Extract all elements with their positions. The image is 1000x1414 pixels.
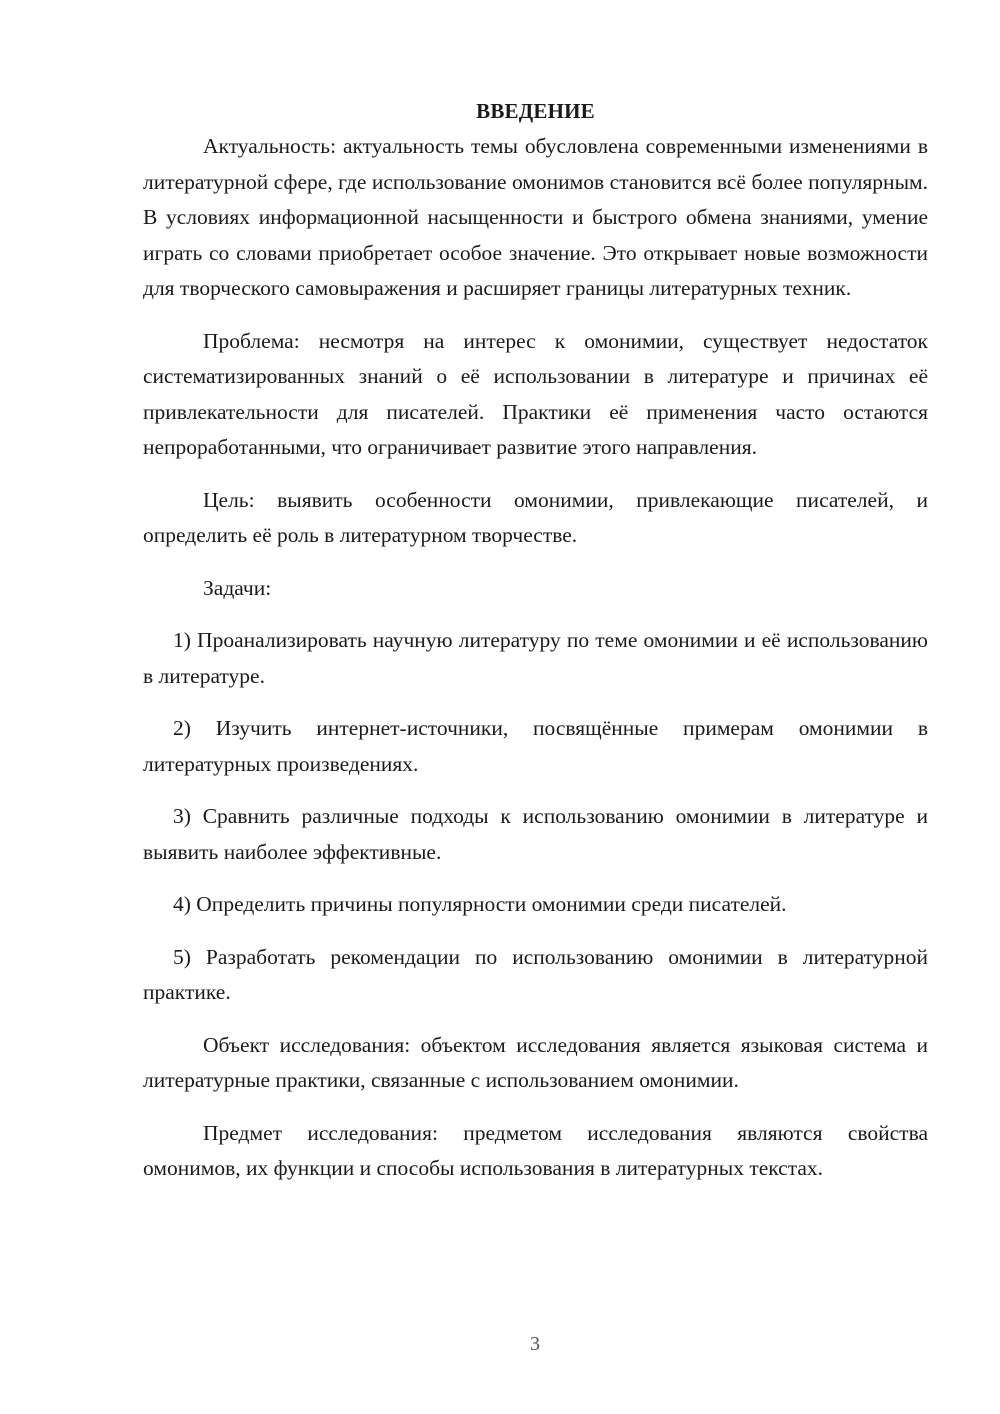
tasks-heading: Задачи: (203, 575, 272, 600)
paragraph-relevance: Актуальность: актуальность темы обусловлена современными изменениями в литературной сфере, где использование омонимов становится всё более популярным. В условиях информационной насыщенности и быстрого обмена знаниями, умение играть со словами приобретает особое значение. Это открывает новые возможности для творческого самовыражения и расширяет границы литературных техник. (143, 134, 928, 300)
paragraph-object: Объект исследования: объектом исследования является языковая система и литературные практики, связанные с использованием омонимии. (143, 1032, 928, 1092)
paragraph-subject: Предмет исследования: предметом исследования являются свойства омонимов, их функции и способы использования в литературных текстах. (143, 1120, 928, 1180)
task-item-2: 2) Изучить интернет-источники, посвящённые примерам омонимии в литературных произведениях. (143, 716, 928, 776)
paragraph-goal: Цель: выявить особенности омонимии, привлекающие писателей, и определить её роль в литературном творчестве. (143, 487, 928, 547)
document-page (143, 93, 928, 1187)
task-item-4: 4) Определить причины популярности омонимии среди писателей. (173, 892, 787, 916)
task-item-5: 5) Разработать рекомендации по использованию омонимии в литературной практике. (143, 944, 928, 1004)
task-item-1: 1) Проанализировать научную литературу по теме омонимии и её использованию в литературе. (143, 628, 928, 688)
page-number: 3 (530, 1333, 540, 1355)
task-item-3: 3) Сравнить различные подходы к использованию омонимии в литературе и выявить наиболее эффективные. (143, 804, 928, 864)
paragraph-problem: Проблема: несмотря на интерес к омонимии, существует недостаток систематизированных знаний о её использовании в литературе и причинах её привлекательности для писателей. Практики её применения часто остаются непроработанными, что ограничивает развитие этого направления. (143, 328, 928, 459)
page-title: ВВЕДЕНИЕ (476, 99, 595, 123)
